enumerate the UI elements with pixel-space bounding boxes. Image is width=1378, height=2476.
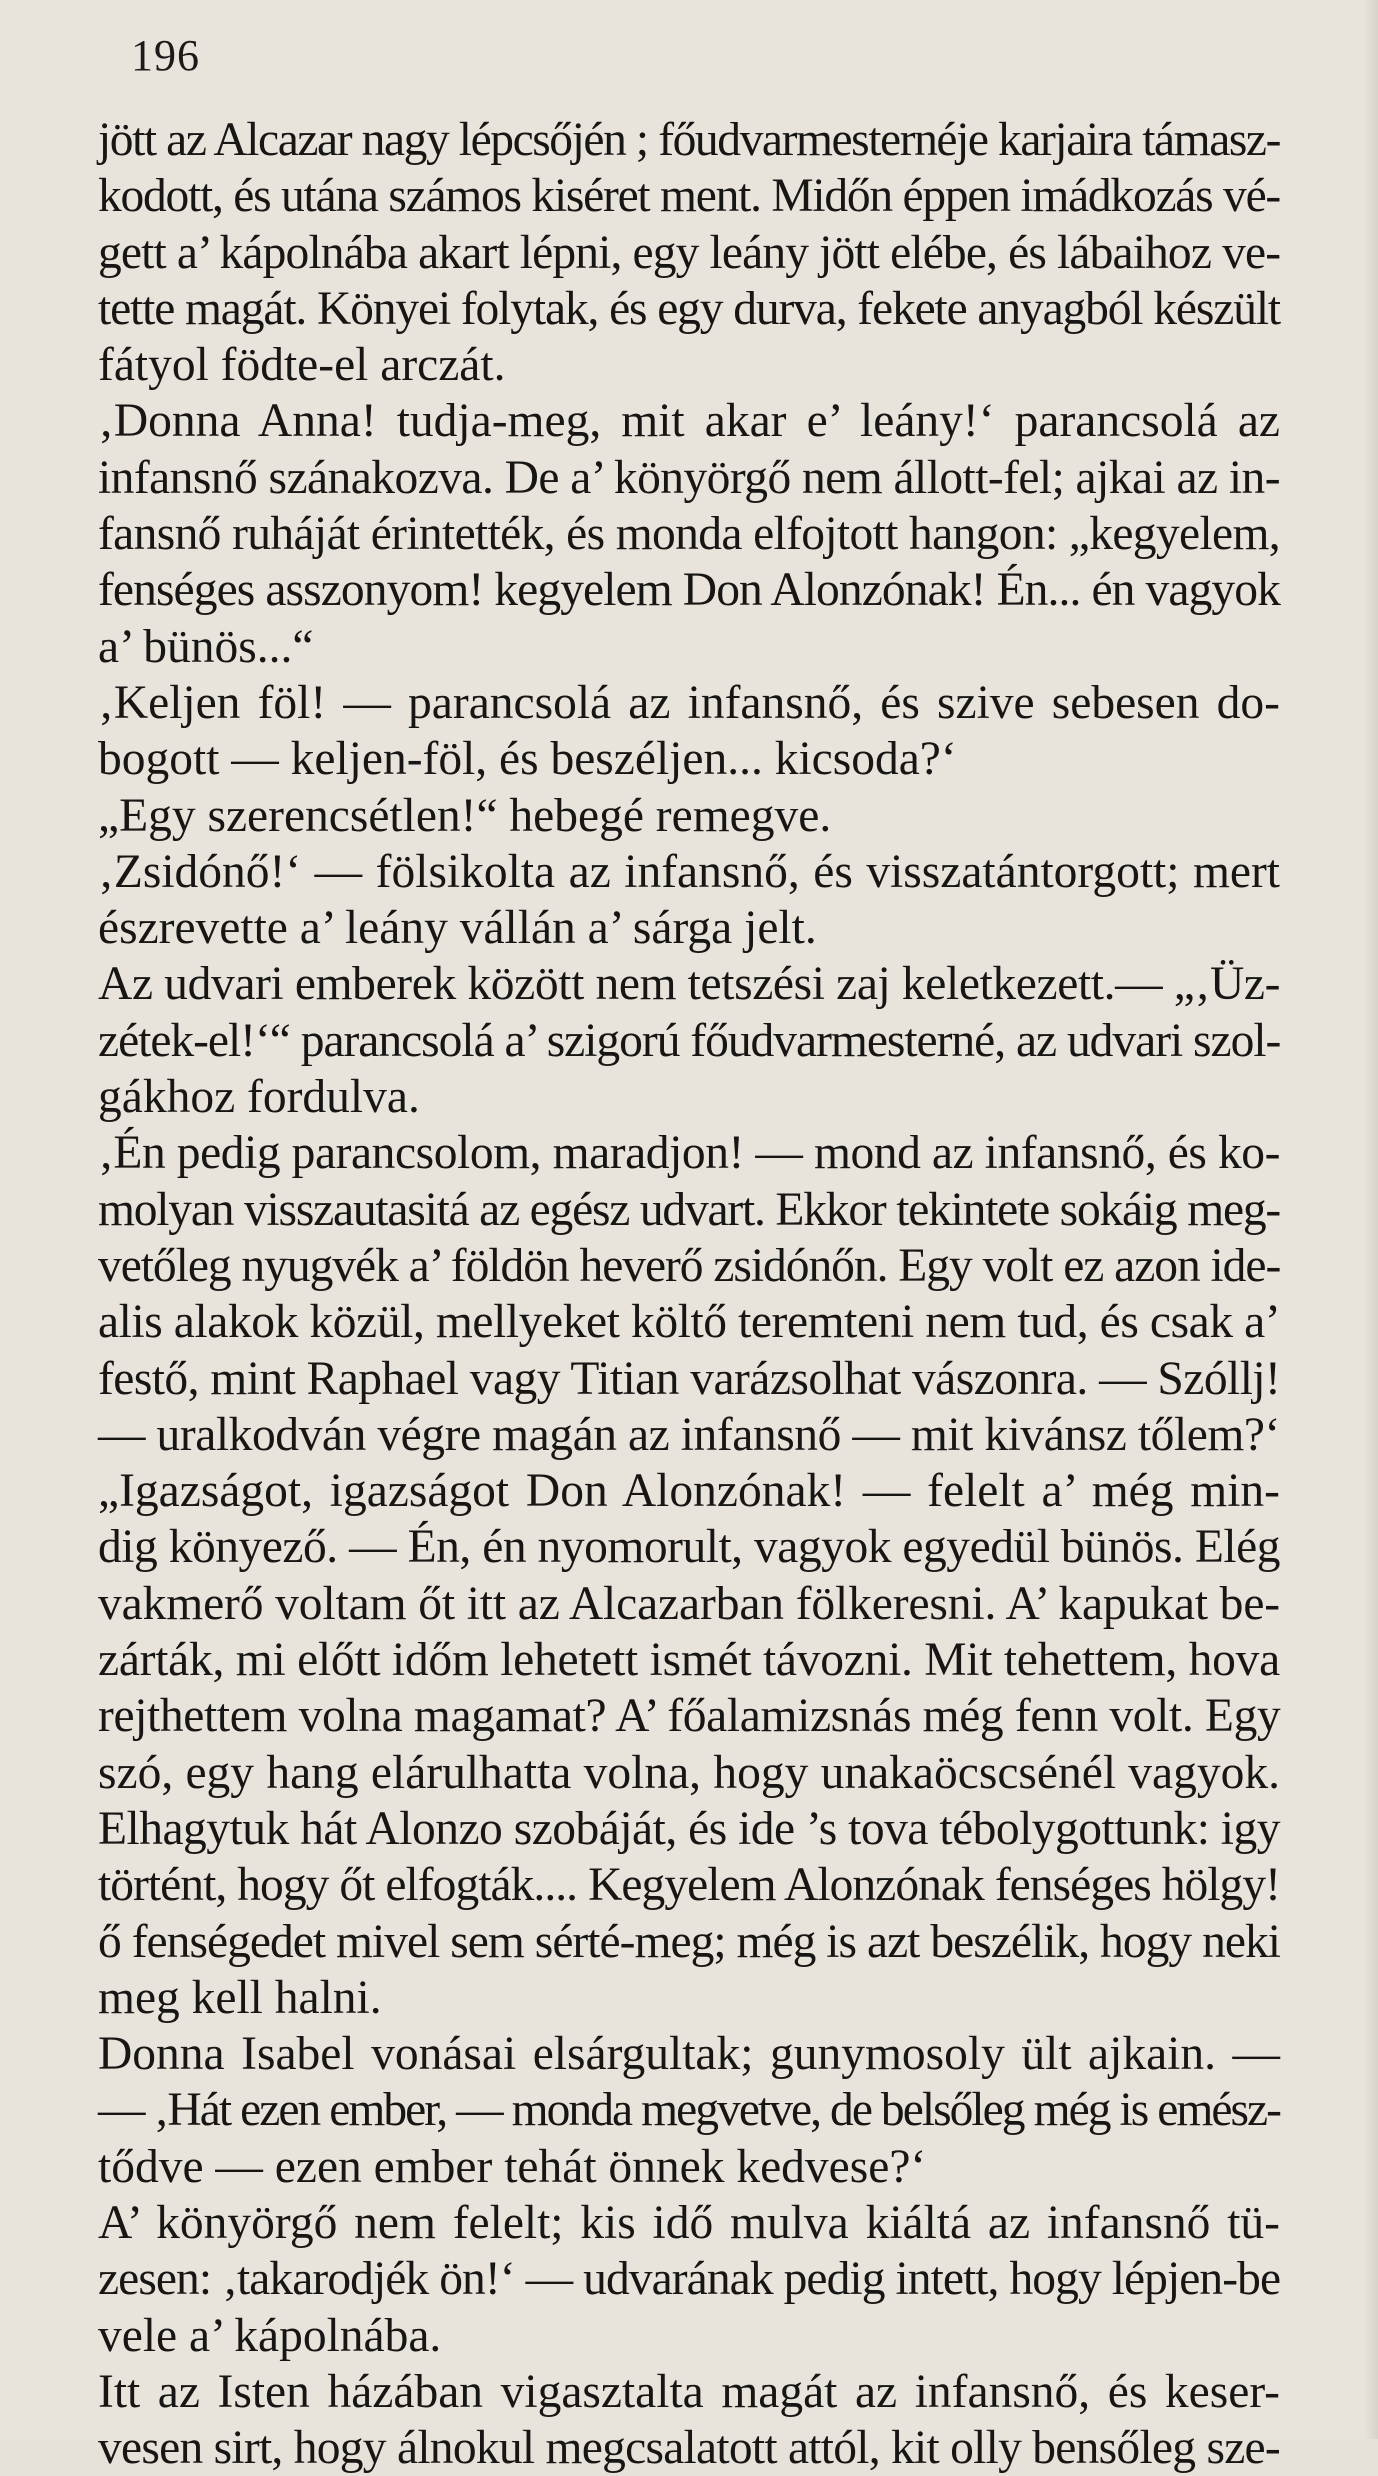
text-line: alis alakok közül, mellyeket költő teremteni nem tud, és csak a’	[98, 1296, 1281, 1349]
text-line: ‚Keljen föl! — parancsolá az infansnő, és szive sebesen do-	[98, 676, 1280, 729]
text-line: fenséges asszonyom! kegyelem Don Alonzónak! Én... én vagyok	[98, 564, 1280, 617]
text-line: észrevette a’ leány vállán a’ sárga jelt.	[98, 902, 817, 955]
text-line: gett a’ kápolnába akart lépni, egy leány jött elébe, és lábaihoz ve-	[98, 226, 1281, 279]
text-line: A’ könyörgő nem felelt; kis idő mulva kiáltá az infansnő tü-	[98, 2196, 1280, 2249]
text-line: vele a’ kápolnába.	[98, 2309, 442, 2362]
text-line: gákhoz fordulva.	[98, 1071, 420, 1124]
text-line: ‚Zsidónő!‘ — fölsikolta az infansnő, és visszatántorgott; mert	[98, 845, 1280, 898]
text-line: vakmerő voltam őt itt az Alcazarban fölkeresni. A’ kapukat be-	[98, 1577, 1280, 1630]
text-line: Donna Isabel vonásai elsárgultak; gunymosoly ült ajkain. —	[98, 2028, 1280, 2081]
text-line: vetőleg nyugvék a’ földön heverő zsidónőn. Egy volt ez azon ide-	[98, 1239, 1281, 1292]
text-line: festő, mint Raphael vagy Titian varázsolhat vászonra. — Szóllj!	[98, 1352, 1281, 1405]
text-line: kodott, és utána számos kiséret ment. Midőn éppen imádkozás vé-	[98, 170, 1280, 223]
text-line: szó, egy hang elárulhatta volna, hogy unakaöcscsénél vagyok.	[98, 1746, 1280, 1799]
text-line: — ‚Hát ezen ember, — monda megvetve, de belsőleg még is emész-	[98, 2084, 1280, 2137]
text-line: „Egy szerencsétlen!“ hebegé remegve.	[98, 789, 832, 842]
text-line: jött az Alcazar nagy lépcsőjén ; főudvarmesternéje karjaira támasz-	[98, 114, 1280, 166]
text-line: tette magát. Könyei folytak, és egy durva, fekete anyagból készült	[98, 282, 1280, 335]
text-line: infansnő szánakozva. De a’ könyörgő nem állott-fel; ajkai az in-	[98, 451, 1280, 504]
text-line: dig könyező. — Én, én nyomorult, vagyok egyedül bünös. Elég	[98, 1521, 1280, 1574]
text-line: tődve — ezen ember tehát önnek kedvese?‘	[98, 2140, 927, 2193]
text-line: rejthettem volna magamat? A’ főalamizsnás még fenn volt. Egy	[98, 1690, 1281, 1743]
text-line: zárták, mi előtt időm lehetett ismét távozni. Mit tehettem, hova	[98, 1634, 1280, 1687]
text-line: Elhagytuk hát Alonzo szobáját, és ide ’s tova tébolygottunk: igy	[98, 1802, 1280, 1855]
text-line: zesen: ‚takarodjék ön!‘ — udvarának pedig intett, hogy lépjen-be	[98, 2253, 1281, 2306]
page-edge-shadow	[1364, 0, 1378, 2439]
text-line: ő fenségedet mivel sem sérté-meg; még is azt beszélik, hogy neki	[98, 1915, 1280, 1968]
text-line: ‚Donna Anna! tudja-meg, mit akar e’ leány!‘ parancsolá az	[98, 395, 1280, 448]
text-line: Az udvari emberek között nem tetszési zaj keletkezett.— „‚Üz-	[98, 958, 1281, 1011]
text-line: — uralkodván végre magán az infansnő — mit kivánsz tőlem?‘	[98, 1408, 1280, 1461]
body-text	[98, 112, 1280, 2476]
text-line: zétek-el!‘“ parancsolá a’ szigorú főudvarmesterné, az udvari szol-	[98, 1014, 1281, 1067]
text-line: Itt az Isten házában vigasztalta magát az infansnő, és keser-	[98, 2365, 1280, 2418]
text-line: „Igazságot, igazságot Don Alonzónak! — felelt a’ még min-	[98, 1465, 1280, 1518]
text-line: vesen sirt, hogy álnokul megcsalatott attól, kit olly bensőleg sze-	[98, 2422, 1280, 2475]
text-line: fátyol födte-el arczát.	[98, 339, 506, 392]
page-number: 196	[131, 31, 200, 80]
text-line: a’ bünös...“	[98, 620, 314, 673]
text-line: meg kell halni.	[98, 1971, 382, 2024]
text-line: ‚Én pedig parancsolom, maradjon! — mond az infansnő, és ko-	[98, 1127, 1280, 1180]
text-line: történt, hogy őt elfogták.... Kegyelem Alonzónak fenséges hölgy!	[98, 1859, 1280, 1912]
text-line: bogott — keljen-föl, és beszéljen... kicsoda?‘	[98, 733, 957, 786]
text-line: fansnő ruháját érintették, és monda elfojtott hangon: „kegyelem,	[98, 508, 1280, 561]
text-line: molyan visszautasitá az egész udvart. Ekkor tekintete sokáig meg-	[98, 1183, 1280, 1236]
